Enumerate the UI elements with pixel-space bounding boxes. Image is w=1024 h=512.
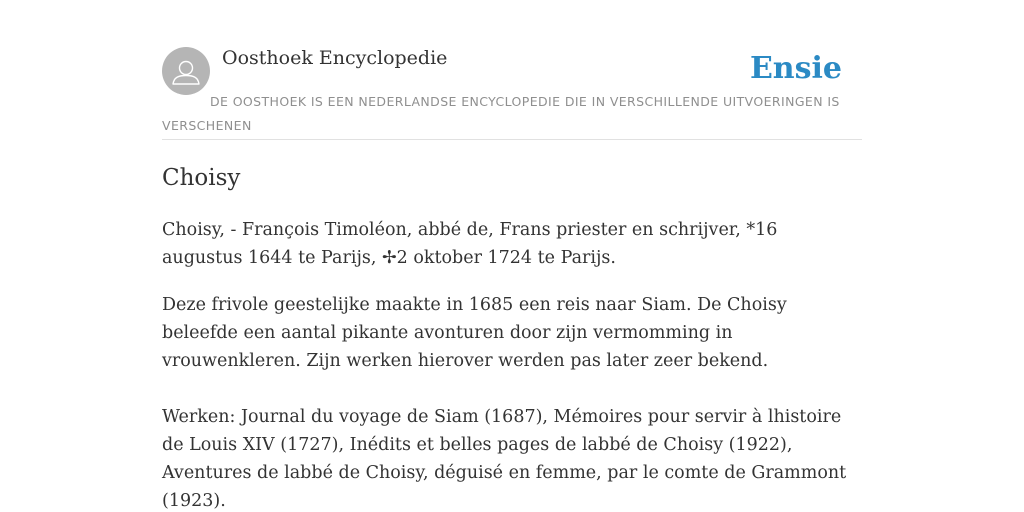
user-silhouette-icon: [162, 47, 210, 95]
site-tagline: DE OOSTHOEK IS EEN NEDERLANDSE ENCYCLOPEDIE DIE IN VERSCHILLENDE UITVOERINGEN IS VERSCHENEN: [162, 94, 840, 133]
site-title[interactable]: Oosthoek Encyclopedie: [222, 47, 448, 69]
article: [162, 160, 862, 512]
avatar[interactable]: [162, 47, 210, 95]
article-paragraph-works: Werken: Journal du voyage de Siam (1687), Mémoires pour servir à lhistoire de Louis XIV (1727), Inédits et belles pages de labbé de Choisy (1922), Aventures de labbé de Choisy, déguisé en femme, par le comte de Grammont (1923).: [162, 407, 847, 511]
article-paragraph-intro: Choisy, - François Timoléon, abbé de, Frans priester en schrijver, *16 augustus 1644 te Parijs, ✢2 oktober 1724 te Parijs.: [162, 220, 778, 268]
brand-logo-link[interactable]: Ensie: [749, 51, 842, 86]
article-paragraph-body: Deze frivole geestelijke maakte in 1685 een reis naar Siam. De Choisy beleefde een aantal pikante avonturen door zijn vermomming in vrouwenkleren. Zijn werken hierover werden pas later zeer bekend.: [162, 295, 787, 371]
page-header: [162, 46, 862, 140]
article-title: Choisy: [162, 165, 241, 191]
